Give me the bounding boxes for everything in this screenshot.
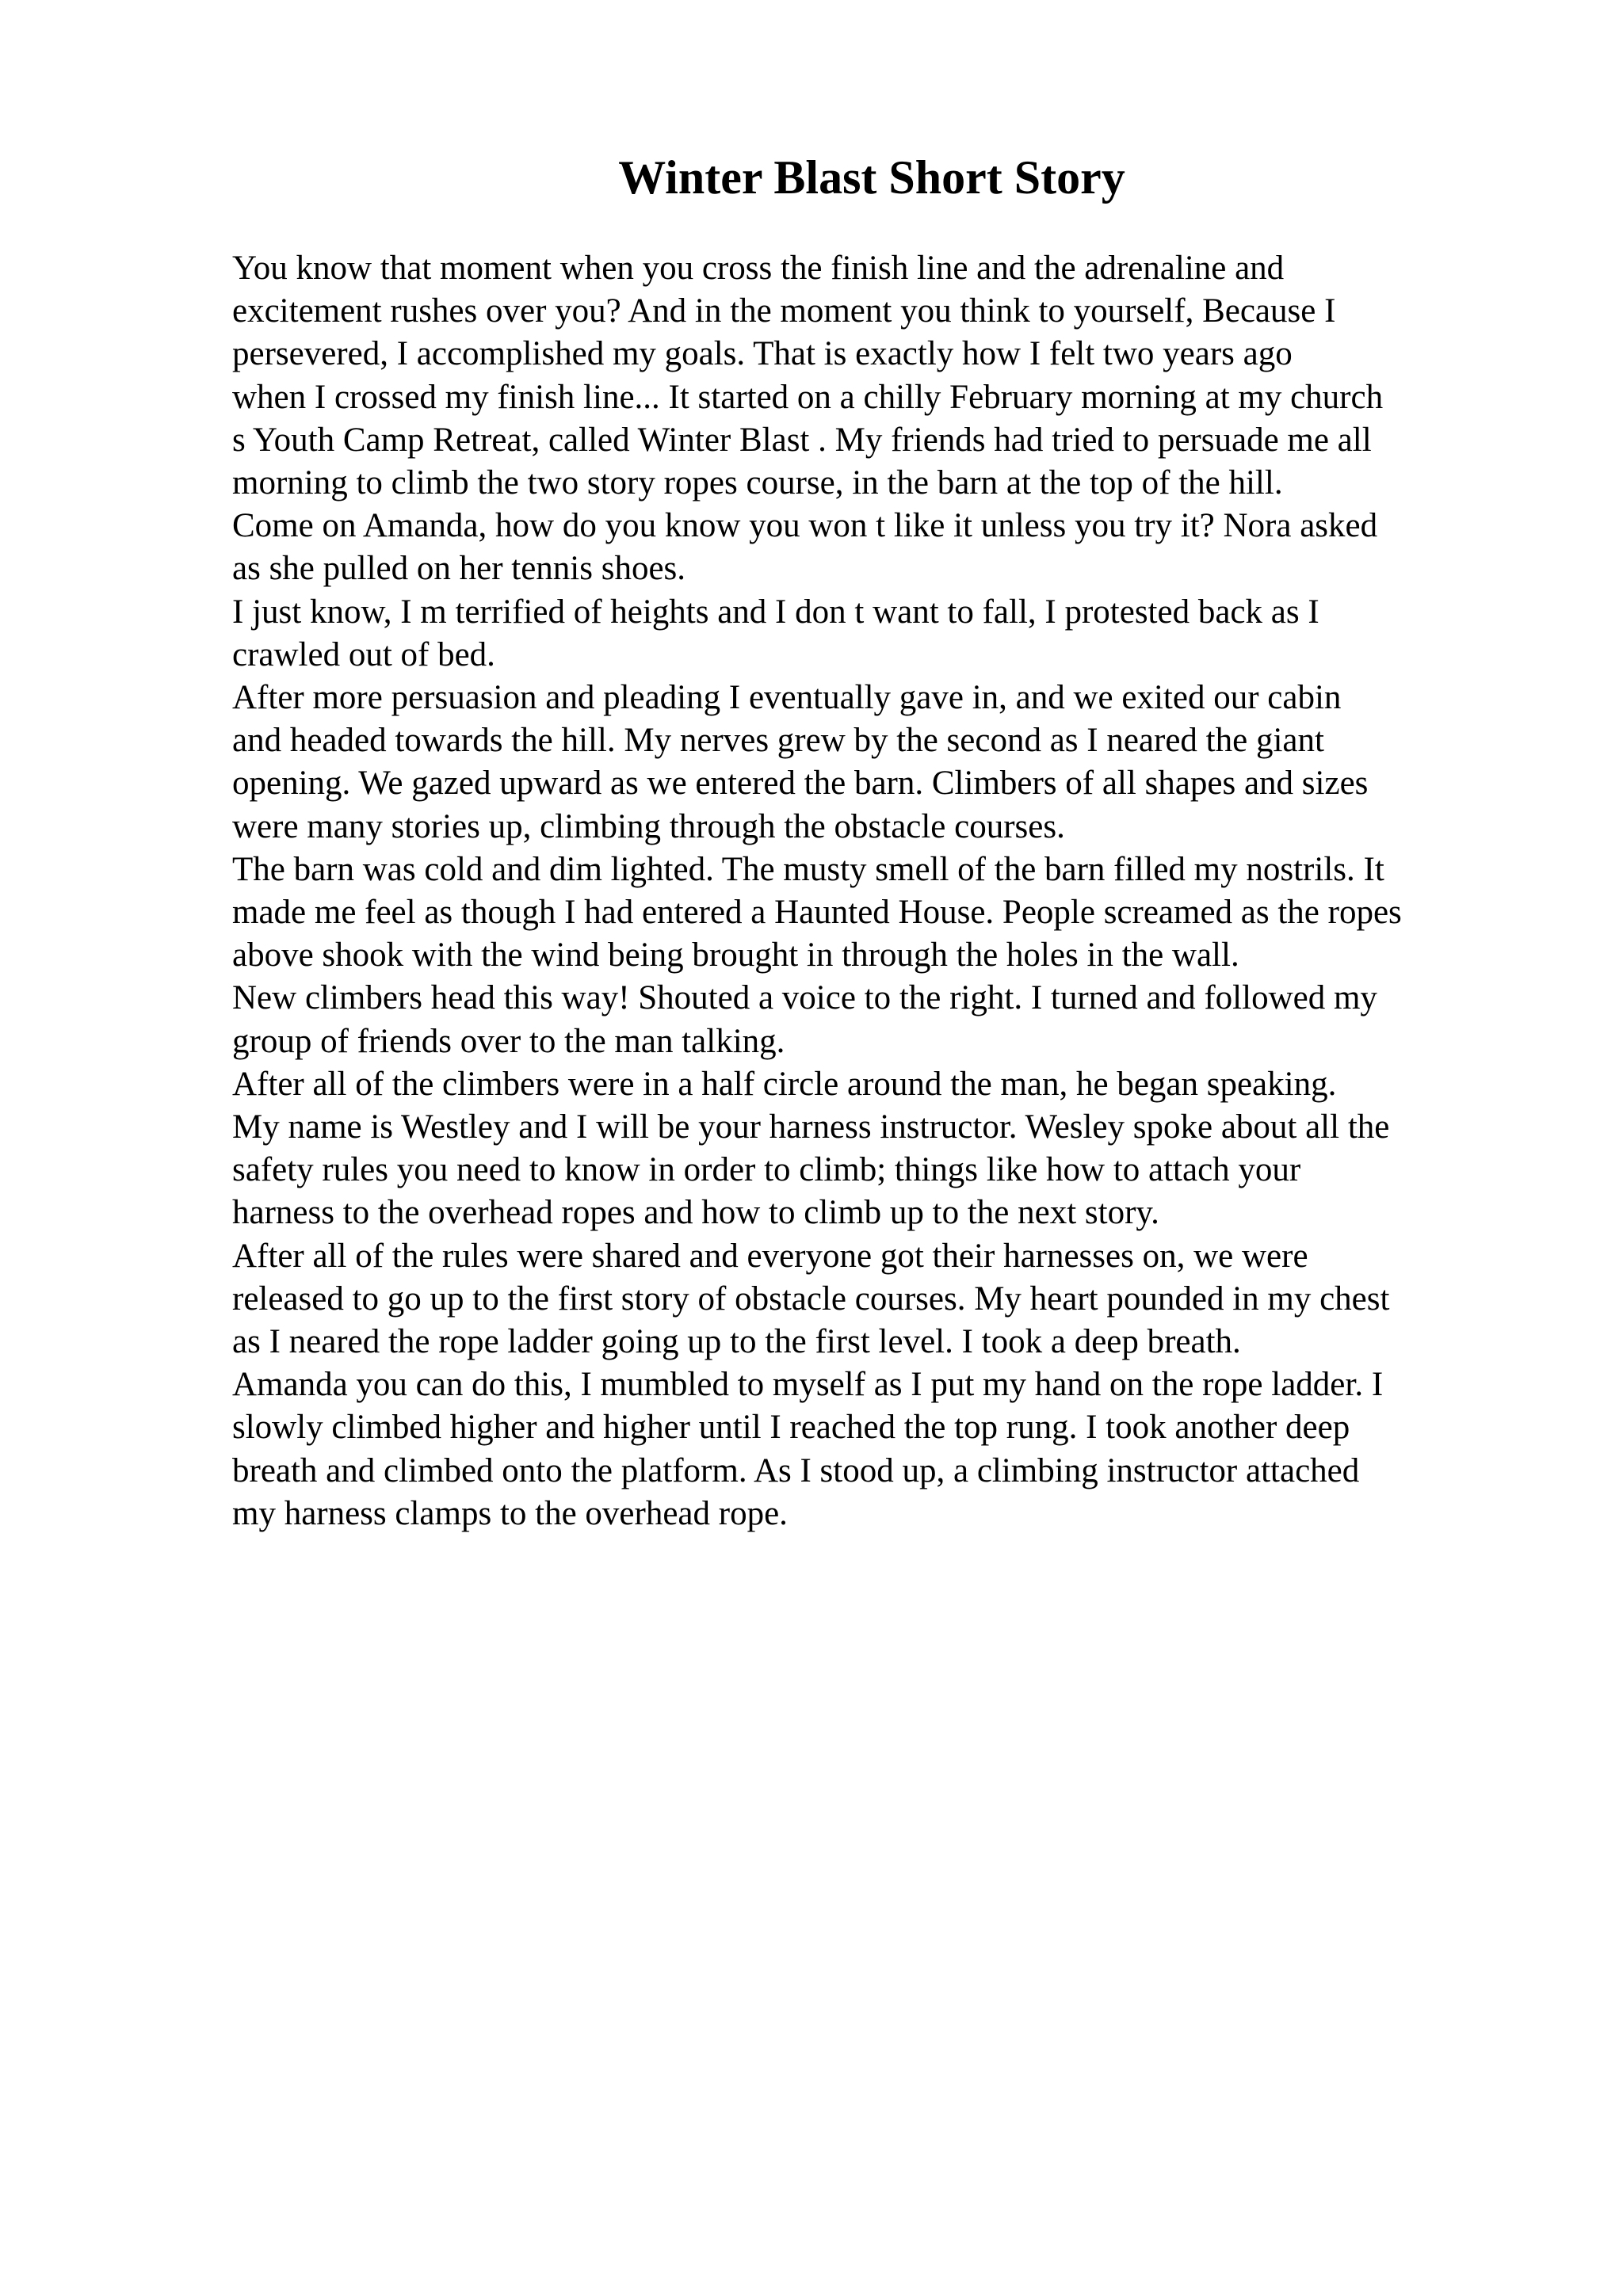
story-body bbox=[232, 247, 1516, 1535]
story-line: as I neared the rope ladder going up to the first level. I took a deep breath. bbox=[232, 1323, 1241, 1361]
story-line: when I crossed my finish line... It started on a chilly February morning at my church bbox=[232, 378, 1384, 416]
story-line: Amanda you can do this, I mumbled to myself as I put my hand on the rope ladder. I bbox=[232, 1366, 1384, 1404]
story-line: above shook with the wind being brought in through the holes in the wall. bbox=[232, 936, 1239, 974]
document-title: Winter Blast Short Story bbox=[618, 151, 1125, 204]
story-line: slowly climbed higher and higher until I reached the top rung. I took another deep bbox=[232, 1409, 1350, 1447]
story-line: You know that moment when you cross the finish line and the adrenaline and bbox=[232, 250, 1285, 287]
story-line: as she pulled on her tennis shoes. bbox=[232, 550, 686, 588]
story-line: After more persuasion and pleading I eventually gave in, and we exited our cabin bbox=[232, 679, 1342, 717]
story-line: safety rules you need to know in order to climb; things like how to attach your bbox=[232, 1151, 1301, 1189]
story-line: group of friends over to the man talking. bbox=[232, 1022, 785, 1060]
story-line: harness to the overhead ropes and how to climb up to the next story. bbox=[232, 1194, 1159, 1232]
story-line: New climbers head this way! Shouted a voice to the right. I turned and followed my bbox=[232, 979, 1377, 1017]
story-line: breath and climbed onto the platform. As I stood up, a climbing instructor attached bbox=[232, 1451, 1360, 1489]
story-line: s Youth Camp Retreat, called Winter Blast . My friends had tried to persuade me all bbox=[232, 421, 1372, 459]
story-line: were many stories up, climbing through the obstacle courses. bbox=[232, 807, 1065, 845]
story-line: made me feel as though I had entered a Haunted House. People screamed as the ropes bbox=[232, 894, 1402, 932]
story-line: opening. We gazed upward as we entered the barn. Climbers of all shapes and sizes bbox=[232, 765, 1369, 803]
story-line: crawled out of bed. bbox=[232, 635, 495, 673]
story-line: and headed towards the hill. My nerves grew by the second as I neared the giant bbox=[232, 722, 1324, 760]
story-line: persevered, I accomplished my goals. That is exactly how I felt two years ago bbox=[232, 335, 1293, 373]
story-line: After all of the rules were shared and everyone got their harnesses on, we were bbox=[232, 1237, 1308, 1275]
story-line: my harness clamps to the overhead rope. bbox=[232, 1494, 788, 1532]
story-line: released to go up to the first story of obstacle courses. My heart pounded in my chest bbox=[232, 1280, 1390, 1318]
story-line: The barn was cold and dim lighted. The musty smell of the barn filled my nostrils. It bbox=[232, 850, 1384, 888]
story-line: My name is Westley and I will be your harness instructor. Wesley spoke about all the bbox=[232, 1108, 1390, 1146]
story-line: excitement rushes over you? And in the moment you think to yourself, Because I bbox=[232, 292, 1336, 330]
story-line: After all of the climbers were in a half circle around the man, he began speaking. bbox=[232, 1065, 1337, 1103]
story-line: I just know, I m terrified of heights and I don t want to fall, I protested back as I bbox=[232, 593, 1319, 631]
story-line: morning to climb the two story ropes course, in the barn at the top of the hill. bbox=[232, 464, 1283, 502]
story-line: Come on Amanda, how do you know you won t like it unless you try it? Nora asked bbox=[232, 507, 1378, 545]
